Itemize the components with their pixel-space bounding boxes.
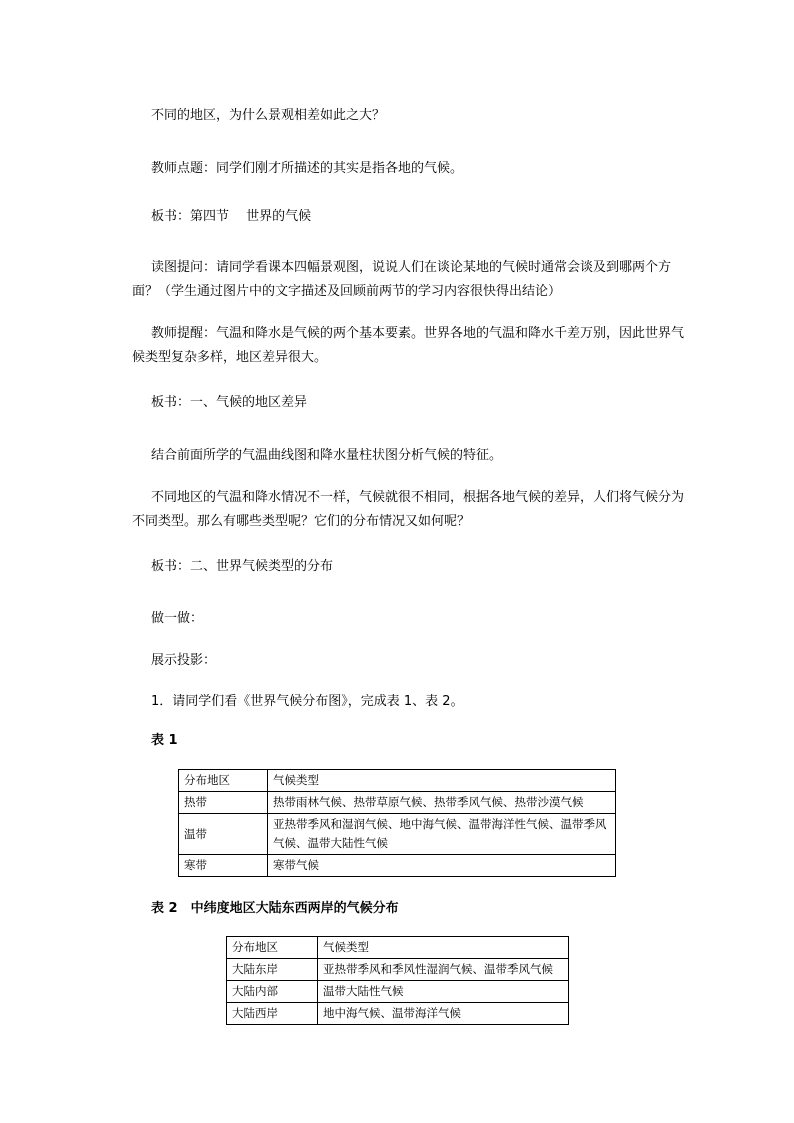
table-row (227, 981, 569, 1003)
table-cell: 亚热带季风和湿润气候、地中海气候、温带海洋性气候、温带季风气候、温带大陆性气候 (268, 814, 616, 855)
paragraph-read-map: 读图提问：请同学看课本四幅景观图，说说人们在谈论某地的气候时通常会谈及到哪两个方面？（学生通过图片中的文字描述及回顾前两节的学习内容很快得出结论） (132, 260, 672, 299)
table-row (179, 855, 616, 877)
table-header-cell: 分布地区 (227, 937, 318, 959)
table1-label: 表 1 (151, 733, 178, 748)
table-cell: 寒带气候 (268, 855, 616, 877)
table-header-cell: 气候类型 (268, 770, 616, 792)
paragraph-combine: 结合前面所学的气温曲线图和降水量柱状图分析气候的特征。 (151, 448, 503, 463)
table-header-cell: 分布地区 (179, 770, 268, 792)
paragraph-teacher-point: 教师点题：同学们刚才所描述的其实是指各地的气候。 (151, 161, 464, 176)
paragraph-task1: 1．请同学们看《世界气候分布图》，完成表 1、表 2。 (151, 694, 464, 709)
table-row (179, 770, 616, 792)
paragraph-board-title: 板书：第四节 世界的气候 (151, 209, 312, 224)
table-cell: 寒带 (179, 855, 268, 877)
table1 (178, 769, 616, 877)
table-row (227, 937, 569, 959)
paragraph-board-section2: 板书：二、世界气候类型的分布 (151, 559, 334, 574)
table2-label: 表 2 中纬度地区大陆东西两岸的气候分布 (151, 901, 399, 916)
table-row (179, 814, 616, 855)
table-cell: 大陆西岸 (227, 1003, 318, 1025)
paragraph-board-section1: 板书：一、气候的地区差异 (151, 395, 308, 410)
table2 (226, 936, 569, 1025)
paragraph-do-it: 做一做： (151, 611, 204, 626)
paragraph-show: 展示投影： (151, 653, 217, 668)
table-cell: 热带雨林气候、热带草原气候、热带季风气候、热带沙漠气候 (268, 792, 616, 814)
table-cell: 大陆内部 (227, 981, 318, 1003)
table-cell: 大陆东岸 (227, 959, 318, 981)
table-cell: 温带大陆性气候 (318, 981, 569, 1003)
paragraph-teacher-remind: 教师提醒：气温和降水是气候的两个基本要素。世界各地的气温和降水千差万别，因此世界气候类型复杂多样，地区差异很大。 (132, 326, 685, 365)
table-cell: 亚热带季风和季风性湿润气候、温带季风气候 (318, 959, 569, 981)
table-row (179, 792, 616, 814)
table-row (227, 959, 569, 981)
table-row (227, 1003, 569, 1025)
paragraph-question: 不同的地区，为什么景观相差如此之大？ (151, 108, 386, 123)
table-header-cell: 气候类型 (318, 937, 569, 959)
paragraph-different: 不同地区的气温和降水情况不一样，气候就很不相同，根据各地气候的差异，人们将气候分为不同类型。那么有哪些类型呢？它们的分布情况又如何呢？ (132, 490, 685, 529)
table-cell: 温带 (179, 814, 268, 855)
table-cell: 热带 (179, 792, 268, 814)
table-cell: 地中海气候、温带海洋气候 (318, 1003, 569, 1025)
